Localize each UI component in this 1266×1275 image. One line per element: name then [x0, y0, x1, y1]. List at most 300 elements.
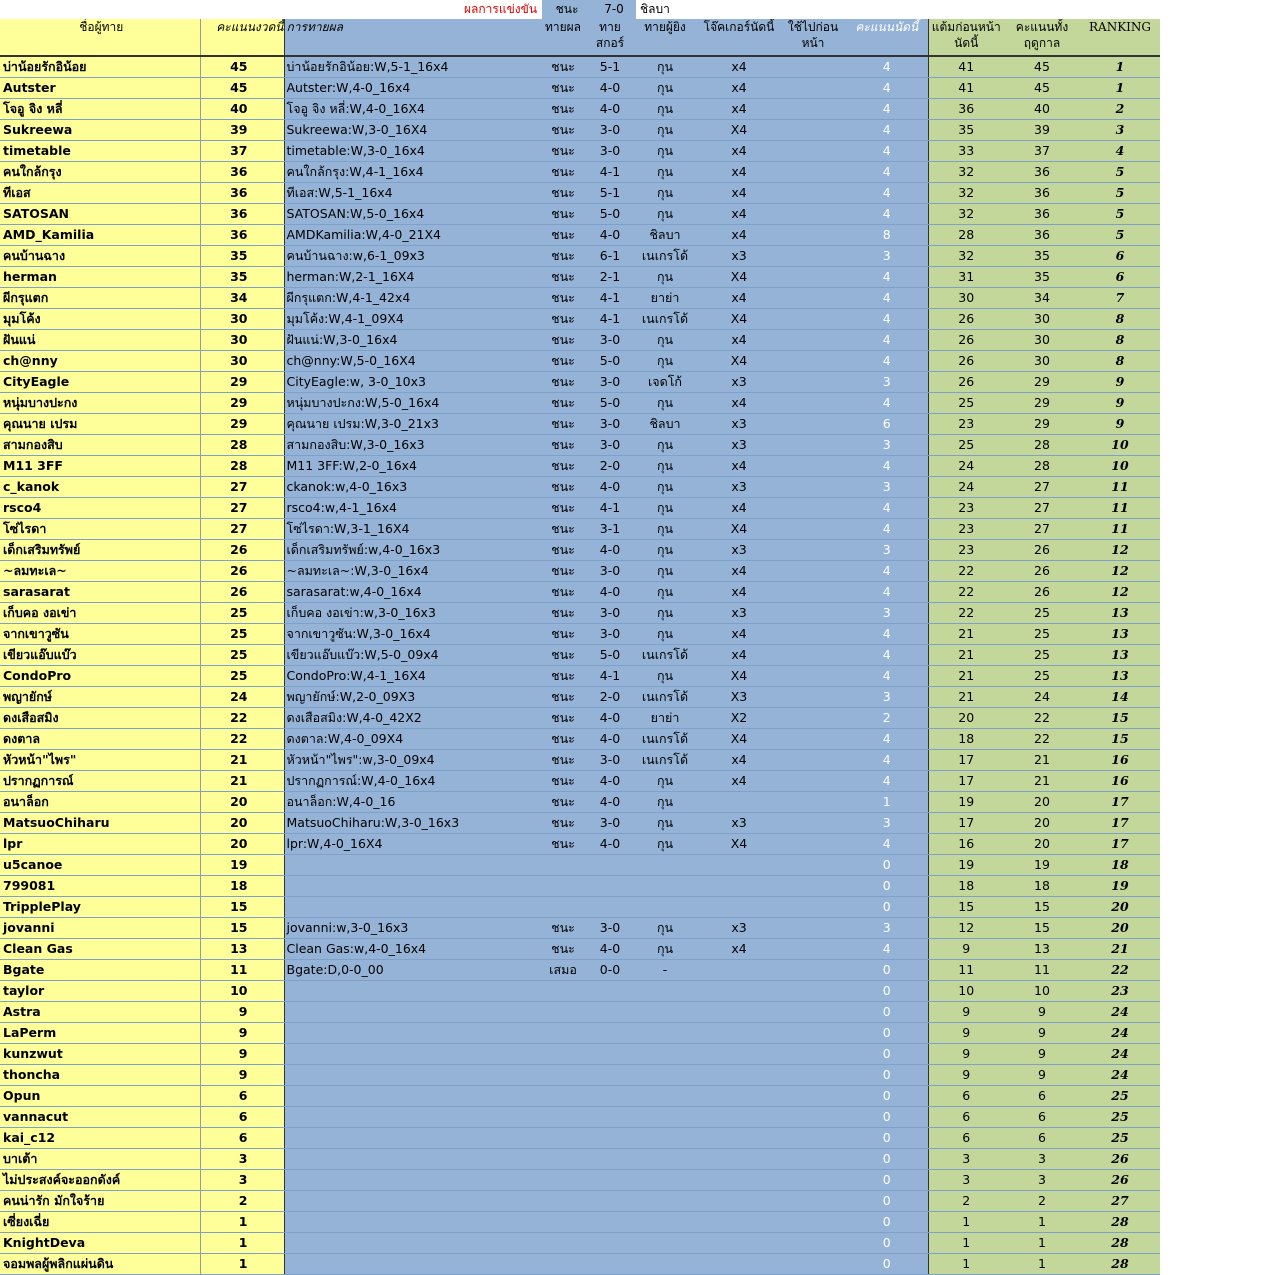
prediction-text: M11 3FF:W,2-0_16x4 — [284, 456, 538, 477]
table-row — [0, 393, 1160, 414]
season-total: 36 — [1004, 204, 1080, 225]
predicted-score: 4-0 — [588, 939, 632, 960]
used-before — [780, 351, 846, 372]
player-name: c_kanok — [0, 477, 200, 498]
predicted-score: 4-0 — [588, 729, 632, 750]
used-before — [780, 834, 846, 855]
joker: x4 — [698, 56, 780, 78]
joker: X2 — [698, 708, 780, 729]
predicted-result: ชนะ — [538, 624, 588, 645]
previous-points: 36 — [928, 99, 1004, 120]
used-before — [780, 56, 846, 78]
predicted-score: 6-1 — [588, 246, 632, 267]
predicted-scorer: กุน — [632, 456, 698, 477]
ranking: 5 — [1080, 183, 1160, 204]
today-score: 25 — [200, 603, 284, 624]
previous-points: 25 — [928, 393, 1004, 414]
prediction-text — [284, 1023, 538, 1044]
used-before — [780, 645, 846, 666]
table-row — [0, 204, 1160, 225]
previous-points: 9 — [928, 1065, 1004, 1086]
used-before — [780, 1086, 846, 1107]
joker — [698, 1107, 780, 1128]
today-score: 20 — [200, 792, 284, 813]
header-ranking: RANKING — [1080, 19, 1160, 56]
player-name: u5canoe — [0, 855, 200, 876]
prediction-text: timetable:W,3-0_16x4 — [284, 141, 538, 162]
today-score: 25 — [200, 624, 284, 645]
table-row — [0, 624, 1160, 645]
prediction-text: คุณนาย เปรม:W,3-0_21x3 — [284, 414, 538, 435]
season-total: 6 — [1004, 1107, 1080, 1128]
header-joker: โจ๊คเกอร์นัดนี้ — [698, 19, 780, 56]
previous-points: 33 — [928, 141, 1004, 162]
match-points: 0 — [846, 960, 928, 981]
joker: X4 — [698, 267, 780, 288]
today-score: 2 — [200, 1191, 284, 1212]
used-before — [780, 162, 846, 183]
table-row — [0, 330, 1160, 351]
joker — [698, 981, 780, 1002]
player-name: CityEagle — [0, 372, 200, 393]
predicted-result: ชนะ — [538, 540, 588, 561]
season-total: 36 — [1004, 162, 1080, 183]
season-total: 35 — [1004, 246, 1080, 267]
season-total: 3 — [1004, 1170, 1080, 1191]
season-total: 9 — [1004, 1044, 1080, 1065]
table-row — [0, 813, 1160, 834]
prediction-text — [284, 897, 538, 918]
prediction-text — [284, 1191, 538, 1212]
player-name: เซี่ยงเฉี่ย — [0, 1212, 200, 1233]
prediction-text — [284, 1254, 538, 1275]
ranking: 5 — [1080, 162, 1160, 183]
season-total: 35 — [1004, 267, 1080, 288]
season-total: 36 — [1004, 183, 1080, 204]
joker: x3 — [698, 414, 780, 435]
joker: x3 — [698, 477, 780, 498]
player-name: โซ่ไรดา — [0, 519, 200, 540]
predicted-scorer: เจดโก้ — [632, 372, 698, 393]
match-points: 3 — [846, 540, 928, 561]
used-before — [780, 477, 846, 498]
player-name: herman — [0, 267, 200, 288]
match-points: 0 — [846, 1191, 928, 1212]
joker — [698, 1212, 780, 1233]
predicted-score: 4-0 — [588, 78, 632, 99]
predicted-score — [588, 981, 632, 1002]
player-name: M11 3FF — [0, 456, 200, 477]
match-points: 4 — [846, 624, 928, 645]
today-score: 27 — [200, 519, 284, 540]
ranking: 17 — [1080, 813, 1160, 834]
ranking: 1 — [1080, 78, 1160, 99]
predicted-score — [588, 1023, 632, 1044]
predicted-result: ชนะ — [538, 351, 588, 372]
today-score: 36 — [200, 225, 284, 246]
previous-points: 15 — [928, 897, 1004, 918]
table-row — [0, 981, 1160, 1002]
used-before — [780, 456, 846, 477]
used-before — [780, 498, 846, 519]
predicted-result: ชนะ — [538, 288, 588, 309]
predicted-scorer — [632, 1254, 698, 1275]
match-points: 4 — [846, 141, 928, 162]
used-before — [780, 750, 846, 771]
predicted-score — [588, 897, 632, 918]
predicted-result: ชนะ — [538, 393, 588, 414]
predicted-result — [538, 1086, 588, 1107]
prediction-text: บ่าน้อยรักอิน้อย:W,5-1_16x4 — [284, 56, 538, 78]
table-row — [0, 603, 1160, 624]
joker — [698, 1149, 780, 1170]
today-score: 3 — [200, 1149, 284, 1170]
prediction-text: sarasarat:w,4-0_16x4 — [284, 582, 538, 603]
today-score: 9 — [200, 1044, 284, 1065]
prediction-text: หนุ่มบางปะกง:W,5-0_16x4 — [284, 393, 538, 414]
joker — [698, 1170, 780, 1191]
joker — [698, 1233, 780, 1254]
ranking: 25 — [1080, 1086, 1160, 1107]
joker: x3 — [698, 918, 780, 939]
joker: x4 — [698, 330, 780, 351]
table-row — [0, 78, 1160, 99]
season-total: 34 — [1004, 288, 1080, 309]
match-points: 0 — [846, 1212, 928, 1233]
predicted-result — [538, 1128, 588, 1149]
match-points: 4 — [846, 729, 928, 750]
previous-points: 24 — [928, 477, 1004, 498]
used-before — [780, 120, 846, 141]
predicted-scorer: กุน — [632, 351, 698, 372]
prediction-text: Clean Gas:w,4-0_16x4 — [284, 939, 538, 960]
prediction-text — [284, 1002, 538, 1023]
joker: x4 — [698, 582, 780, 603]
today-score: 6 — [200, 1128, 284, 1149]
season-total: 28 — [1004, 456, 1080, 477]
table-row — [0, 540, 1160, 561]
predicted-scorer: กุน — [632, 183, 698, 204]
table-row — [0, 519, 1160, 540]
predicted-result: ชนะ — [538, 225, 588, 246]
previous-points: 35 — [928, 120, 1004, 141]
previous-points: 41 — [928, 78, 1004, 99]
table-row — [0, 1044, 1160, 1065]
predicted-score: 5-1 — [588, 56, 632, 78]
predicted-result: เสมอ — [538, 960, 588, 981]
joker: X4 — [698, 834, 780, 855]
previous-points: 26 — [928, 351, 1004, 372]
today-score: 29 — [200, 393, 284, 414]
used-before — [780, 666, 846, 687]
predicted-result: ชนะ — [538, 246, 588, 267]
table-row — [0, 561, 1160, 582]
today-score: 19 — [200, 855, 284, 876]
previous-points: 31 — [928, 267, 1004, 288]
header-prev: แต้มก่อนหน้านัดนี้ — [928, 19, 1004, 56]
joker: x4 — [698, 204, 780, 225]
ranking: 5 — [1080, 204, 1160, 225]
player-name: sarasarat — [0, 582, 200, 603]
predicted-score — [588, 855, 632, 876]
prediction-text: CondoPro:W,4-1_16X4 — [284, 666, 538, 687]
player-name: ~ลมทะเล~ — [0, 561, 200, 582]
today-score: 36 — [200, 204, 284, 225]
ranking: 28 — [1080, 1254, 1160, 1275]
match-points: 0 — [846, 1086, 928, 1107]
season-total: 13 — [1004, 939, 1080, 960]
joker — [698, 1086, 780, 1107]
ranking: 26 — [1080, 1170, 1160, 1191]
table-row — [0, 960, 1160, 981]
season-total: 21 — [1004, 750, 1080, 771]
predicted-result: ชนะ — [538, 56, 588, 78]
predicted-result — [538, 1233, 588, 1254]
predicted-result: ชนะ — [538, 750, 588, 771]
ranking: 10 — [1080, 456, 1160, 477]
prediction-text: ฝันแน่:W,3-0_16x4 — [284, 330, 538, 351]
today-score: 15 — [200, 918, 284, 939]
predicted-result — [538, 1002, 588, 1023]
match-points: 4 — [846, 309, 928, 330]
predicted-score: 3-0 — [588, 372, 632, 393]
ranking: 24 — [1080, 1044, 1160, 1065]
prediction-text: ~ลมทะเล~:W,3-0_16x4 — [284, 561, 538, 582]
table-row — [0, 372, 1160, 393]
predicted-scorer: เนเกรโด้ — [632, 687, 698, 708]
previous-points: 1 — [928, 1254, 1004, 1275]
match-result-bar — [0, 0, 1266, 19]
table-row — [0, 225, 1160, 246]
prediction-text: ดงตาล:W,4-0_09X4 — [284, 729, 538, 750]
previous-points: 21 — [928, 624, 1004, 645]
prediction-text: มุมโค้ง:W,4-1_09X4 — [284, 309, 538, 330]
predicted-scorer: - — [632, 960, 698, 981]
used-before — [780, 855, 846, 876]
used-before — [780, 1107, 846, 1128]
match-points: 3 — [846, 435, 928, 456]
player-name: จากเขาวูซัน — [0, 624, 200, 645]
table-row — [0, 1002, 1160, 1023]
predicted-score: 5-1 — [588, 183, 632, 204]
season-total: 9 — [1004, 1002, 1080, 1023]
joker: x3 — [698, 813, 780, 834]
joker: X4 — [698, 351, 780, 372]
table-row — [0, 1233, 1160, 1254]
predicted-result: ชนะ — [538, 708, 588, 729]
table-row — [0, 267, 1160, 288]
player-name: Opun — [0, 1086, 200, 1107]
prediction-text: พญายักษ์:W,2-0_09X3 — [284, 687, 538, 708]
predicted-scorer: เนเกรโด้ — [632, 246, 698, 267]
predicted-scorer: กุน — [632, 519, 698, 540]
joker: X4 — [698, 666, 780, 687]
ranking-table — [0, 19, 1160, 1275]
season-total: 15 — [1004, 918, 1080, 939]
today-score: 39 — [200, 120, 284, 141]
prediction-text: อนาล็อก:W,4-0_16 — [284, 792, 538, 813]
today-score: 21 — [200, 750, 284, 771]
prediction-text: herman:W,2-1_16X4 — [284, 267, 538, 288]
used-before — [780, 540, 846, 561]
ranking: 13 — [1080, 645, 1160, 666]
predicted-score: 4-1 — [588, 288, 632, 309]
today-score: 13 — [200, 939, 284, 960]
table-row — [0, 918, 1160, 939]
joker — [698, 855, 780, 876]
joker — [698, 1002, 780, 1023]
season-total: 29 — [1004, 414, 1080, 435]
player-name: ch@nny — [0, 351, 200, 372]
predicted-result: ชนะ — [538, 603, 588, 624]
table-row — [0, 99, 1160, 120]
previous-points: 26 — [928, 309, 1004, 330]
header-today: คะแนนงวดนี้ — [200, 19, 284, 56]
table-row — [0, 834, 1160, 855]
predicted-score — [588, 1191, 632, 1212]
ranking: 26 — [1080, 1149, 1160, 1170]
match-points: 4 — [846, 645, 928, 666]
season-total: 19 — [1004, 855, 1080, 876]
ranking-body — [0, 56, 1160, 1275]
ranking: 8 — [1080, 330, 1160, 351]
ranking: 11 — [1080, 498, 1160, 519]
used-before — [780, 183, 846, 204]
season-total: 29 — [1004, 372, 1080, 393]
predicted-result — [538, 855, 588, 876]
joker: X4 — [698, 309, 780, 330]
player-name: taylor — [0, 981, 200, 1002]
predicted-score: 3-0 — [588, 918, 632, 939]
player-name: Autster — [0, 78, 200, 99]
match-points: 0 — [846, 1128, 928, 1149]
joker: x3 — [698, 372, 780, 393]
ranking: 9 — [1080, 372, 1160, 393]
predicted-result: ชนะ — [538, 834, 588, 855]
predicted-result: ชนะ — [538, 687, 588, 708]
player-name: AMD_Kamilia — [0, 225, 200, 246]
previous-points: 6 — [928, 1128, 1004, 1149]
prediction-text — [284, 1170, 538, 1191]
predicted-scorer: ชิลบา — [632, 225, 698, 246]
today-score: 21 — [200, 771, 284, 792]
predicted-result: ชนะ — [538, 666, 588, 687]
predicted-score: 3-0 — [588, 561, 632, 582]
joker: X4 — [698, 519, 780, 540]
predicted-scorer: กุน — [632, 141, 698, 162]
today-score: 22 — [200, 708, 284, 729]
player-name: คนใกล้กรุง — [0, 162, 200, 183]
match-points: 2 — [846, 708, 928, 729]
match-points: 4 — [846, 582, 928, 603]
player-name: โจอู จิง หลี่ — [0, 99, 200, 120]
season-total: 25 — [1004, 603, 1080, 624]
previous-points: 10 — [928, 981, 1004, 1002]
predicted-result: ชนะ — [538, 645, 588, 666]
season-total: 30 — [1004, 351, 1080, 372]
prediction-text: ch@nny:W,5-0_16X4 — [284, 351, 538, 372]
predicted-result: ชนะ — [538, 204, 588, 225]
ranking: 15 — [1080, 729, 1160, 750]
prediction-text: ckanok:w,4-0_16x3 — [284, 477, 538, 498]
previous-points: 6 — [928, 1086, 1004, 1107]
player-name: สามกองสิบ — [0, 435, 200, 456]
ranking: 20 — [1080, 918, 1160, 939]
season-total: 9 — [1004, 1023, 1080, 1044]
predicted-scorer: กุน — [632, 624, 698, 645]
joker: x4 — [698, 624, 780, 645]
ranking: 4 — [1080, 141, 1160, 162]
today-score: 9 — [200, 1002, 284, 1023]
predicted-scorer: กุน — [632, 162, 698, 183]
predicted-score: 4-0 — [588, 771, 632, 792]
match-points: 3 — [846, 918, 928, 939]
player-name: ปรากฏการณ์ — [0, 771, 200, 792]
joker — [698, 1128, 780, 1149]
ranking: 23 — [1080, 981, 1160, 1002]
season-total: 3 — [1004, 1149, 1080, 1170]
predicted-result — [538, 1149, 588, 1170]
used-before — [780, 1065, 846, 1086]
prediction-text — [284, 1044, 538, 1065]
today-score: 22 — [200, 729, 284, 750]
ranking: 17 — [1080, 792, 1160, 813]
joker — [698, 1065, 780, 1086]
prediction-text — [284, 876, 538, 897]
ranking: 2 — [1080, 99, 1160, 120]
table-row — [0, 729, 1160, 750]
used-before — [780, 729, 846, 750]
table-row — [0, 56, 1160, 78]
table-row — [0, 1107, 1160, 1128]
predicted-score: 3-0 — [588, 330, 632, 351]
season-total: 26 — [1004, 540, 1080, 561]
predicted-result — [538, 981, 588, 1002]
previous-points: 6 — [928, 1107, 1004, 1128]
predicted-score: 3-0 — [588, 120, 632, 141]
season-total: 37 — [1004, 141, 1080, 162]
predicted-scorer — [632, 855, 698, 876]
season-total: 9 — [1004, 1065, 1080, 1086]
used-before — [780, 1191, 846, 1212]
predicted-scorer: เนเกรโด้ — [632, 750, 698, 771]
predicted-score: 2-1 — [588, 267, 632, 288]
predicted-scorer: กุน — [632, 603, 698, 624]
used-before — [780, 708, 846, 729]
match-points: 4 — [846, 183, 928, 204]
predicted-result: ชนะ — [538, 939, 588, 960]
previous-points: 3 — [928, 1170, 1004, 1191]
table-row — [0, 897, 1160, 918]
previous-points: 20 — [928, 708, 1004, 729]
today-score: 11 — [200, 960, 284, 981]
joker — [698, 1023, 780, 1044]
match-points: 4 — [846, 204, 928, 225]
match-result-opponent: ชิลบา — [640, 2, 670, 16]
previous-points: 17 — [928, 771, 1004, 792]
prediction-text: ปรากฏการณ์:W,4-0_16x4 — [284, 771, 538, 792]
today-score: 1 — [200, 1233, 284, 1254]
predicted-score: 4-1 — [588, 162, 632, 183]
used-before — [780, 288, 846, 309]
predicted-score: 4-0 — [588, 792, 632, 813]
predicted-scorer — [632, 1065, 698, 1086]
table-row — [0, 120, 1160, 141]
ranking: 13 — [1080, 624, 1160, 645]
previous-points: 1 — [928, 1212, 1004, 1233]
predicted-result: ชนะ — [538, 183, 588, 204]
today-score: 40 — [200, 99, 284, 120]
